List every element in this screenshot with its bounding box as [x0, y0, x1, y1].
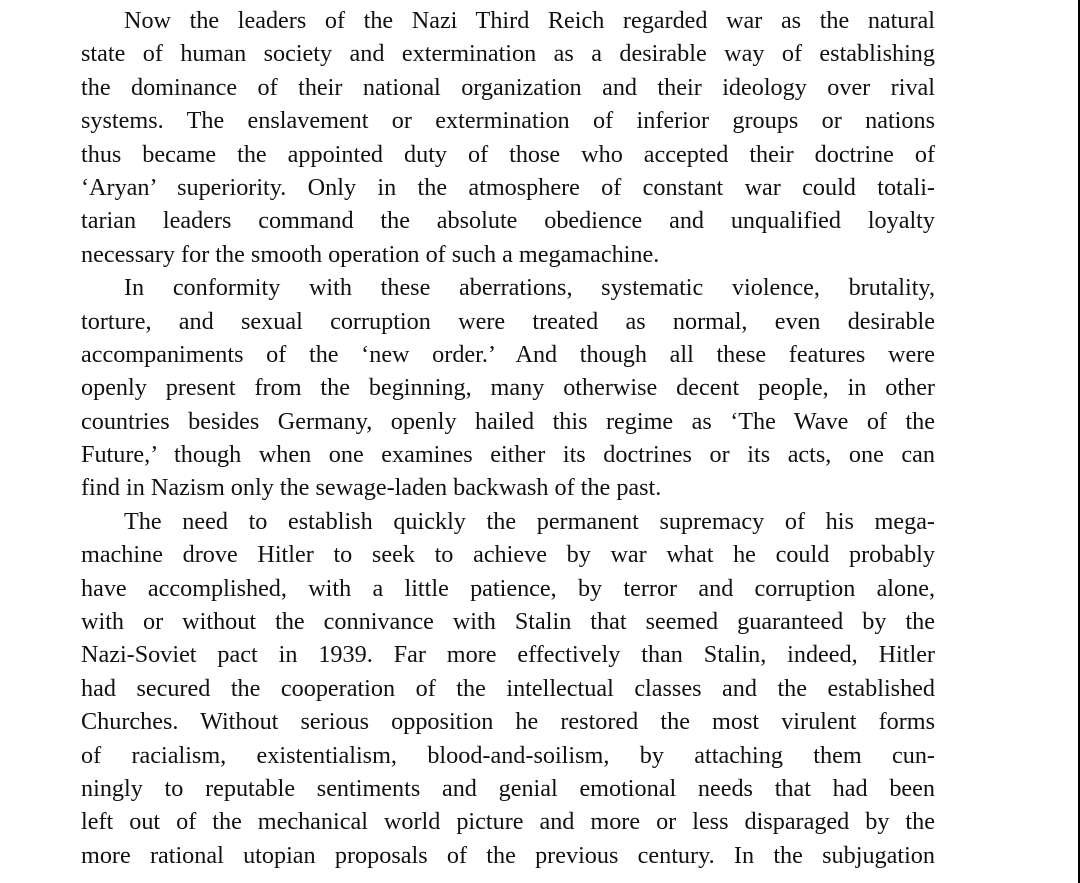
paragraph-1	[81, 4, 935, 271]
text-line: Churches. Without serious opposition he restored the most virulent forms	[81, 708, 935, 736]
text-line: machine drove Hitler to seek to achieve by war what he could probably	[81, 541, 935, 569]
text-line: the dominance of their national organization and their ideology over rival	[81, 73, 935, 101]
text-line: with or without the connivance with Stalin that seemed guaranteed by the	[81, 608, 935, 636]
text-line: systems. The enslavement or extermination of inferior groups or nations	[81, 107, 935, 135]
text-line: tarian leaders command the absolute obedience and unqualified loyalty	[81, 207, 935, 235]
text-line: left out of the mechanical world picture and more or less disparaged by the	[81, 808, 935, 836]
text-line: Nazi-Soviet pact in 1939. Far more effectively than Stalin, indeed, Hitler	[81, 641, 935, 669]
text-line: Now the leaders of the Nazi Third Reich regarded war as the natural	[124, 7, 935, 34]
body-text	[81, 4, 935, 872]
text-line: The need to establish quickly the permanent supremacy of his mega-	[124, 507, 935, 535]
text-line: thus became the appointed duty of those who accepted their doctrine of	[81, 140, 935, 168]
text-line: of racialism, existentialism, blood-and-soilism, by attaching them cun-	[81, 741, 935, 769]
text-line: had secured the cooperation of the intellectual classes and the established	[81, 674, 935, 702]
text-line: more rational utopian proposals of the previous century. In the subjugation	[81, 841, 935, 869]
text-line: countries besides Germany, openly hailed this regime as ‘The Wave of the	[81, 407, 935, 435]
text-line: torture, and sexual corruption were treated as normal, even desirable	[81, 307, 935, 335]
text-line: find in Nazism only the sewage-laden backwash of the past.	[81, 474, 662, 502]
text-line: openly present from the beginning, many otherwise decent people, in other	[81, 374, 935, 402]
text-line: have accomplished, with a little patience, by terror and corruption alone,	[81, 574, 935, 602]
text-line: accompaniments of the ‘new order.’ And though all these features were	[81, 340, 935, 368]
text-line: necessary for the smooth operation of such a megamachine.	[81, 240, 660, 268]
text-line: Future,’ though when one examines either its doctrines or its acts, one can	[81, 441, 935, 469]
paragraph-3	[81, 505, 935, 872]
paragraph-2	[81, 271, 935, 505]
text-line: In conformity with these aberrations, systematic violence, brutality,	[124, 274, 935, 302]
text-line: ‘Aryan’ superiority. Only in the atmosphere of constant war could totali-	[81, 173, 935, 201]
text-line: ningly to reputable sentiments and genial emotional needs that had been	[81, 774, 935, 802]
text-line: state of human society and extermination as a desirable way of establishing	[81, 40, 935, 68]
